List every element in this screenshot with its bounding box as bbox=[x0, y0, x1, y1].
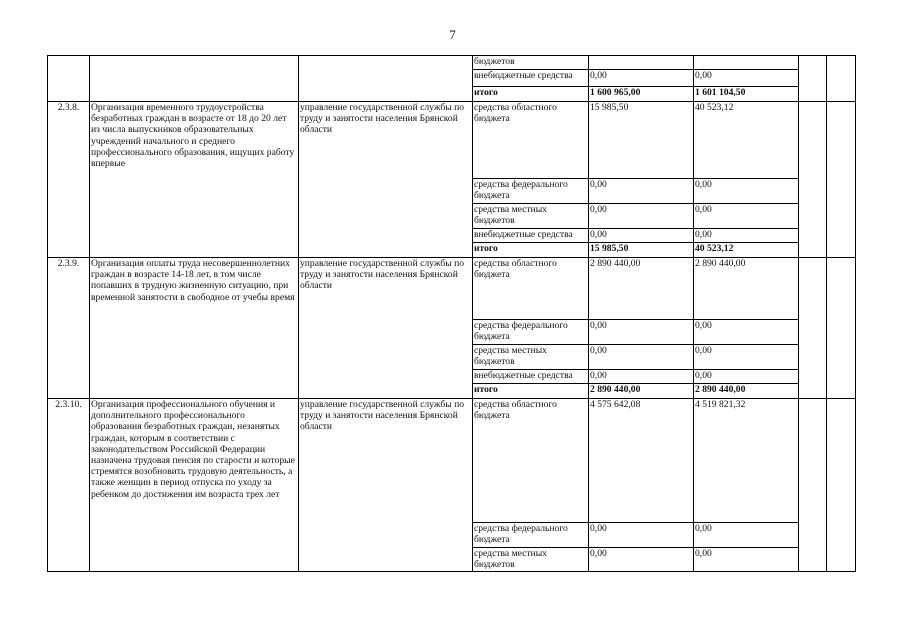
table-row bbox=[48, 56, 856, 70]
table-row bbox=[48, 102, 856, 179]
source-cell: бюджетов bbox=[473, 56, 589, 70]
value-cell bbox=[589, 56, 694, 70]
value-cell: 0,00 bbox=[694, 179, 799, 204]
number-cell: 2.3.9. bbox=[48, 258, 90, 399]
source-cell: средства областного бюджета bbox=[473, 399, 589, 523]
program-table bbox=[47, 55, 856, 572]
value-cell: 0,00 bbox=[694, 523, 799, 548]
value-cell: 0,00 bbox=[589, 523, 694, 548]
empty-cell bbox=[799, 258, 827, 399]
source-cell: средства областного бюджета bbox=[473, 258, 589, 320]
source-cell: итого bbox=[473, 243, 589, 258]
executor-cell: управление государственной службы по труду и занятости населения Брянской области bbox=[299, 258, 473, 399]
name-cell bbox=[90, 56, 299, 102]
source-cell: средства федерального бюджета bbox=[473, 179, 589, 204]
value-cell: 0,00 bbox=[694, 70, 799, 87]
value-cell: 0,00 bbox=[694, 370, 799, 384]
name-cell: Организация временного трудоустройства безработных граждан в возрасте от 18 до 20 лет из числа выпускников образовательных учреждений начального и среднего профессионального образования, ищущих работу впервые bbox=[90, 102, 299, 258]
empty-cell bbox=[799, 102, 827, 258]
total-value-cell: 1 601 104,50 bbox=[694, 87, 799, 102]
empty-cell bbox=[827, 399, 856, 572]
value-cell: 0,00 bbox=[589, 204, 694, 229]
total-value-cell: 40 523,12 bbox=[694, 243, 799, 258]
value-cell: 0,00 bbox=[694, 548, 799, 572]
value-cell: 0,00 bbox=[589, 320, 694, 345]
value-cell: 15 985,50 bbox=[589, 102, 694, 179]
executor-cell bbox=[299, 56, 473, 102]
empty-cell bbox=[827, 258, 856, 399]
source-cell: средства областного бюджета bbox=[473, 102, 589, 179]
source-cell: средства федерального бюджета bbox=[473, 523, 589, 548]
number-cell: 2.3.8. bbox=[48, 102, 90, 258]
total-value-cell: 2 890 440,00 bbox=[589, 384, 694, 399]
value-cell: 0,00 bbox=[694, 320, 799, 345]
source-cell: средства местных бюджетов bbox=[473, 204, 589, 229]
empty-cell bbox=[827, 102, 856, 258]
table-row bbox=[48, 399, 856, 523]
source-cell: средства федерального бюджета bbox=[473, 320, 589, 345]
total-value-cell: 1 600 965,00 bbox=[589, 87, 694, 102]
value-cell: 2 890 440,00 bbox=[694, 258, 799, 320]
value-cell: 0,00 bbox=[589, 345, 694, 370]
source-cell: внебюджетные средства bbox=[473, 229, 589, 243]
total-value-cell: 2 890 440,00 bbox=[694, 384, 799, 399]
value-cell: 0,00 bbox=[694, 345, 799, 370]
total-value-cell: 15 985,50 bbox=[589, 243, 694, 258]
value-cell: 0,00 bbox=[589, 370, 694, 384]
empty-cell bbox=[799, 56, 827, 102]
value-cell: 0,00 bbox=[589, 548, 694, 572]
value-cell: 4 519 821,32 bbox=[694, 399, 799, 523]
executor-cell: управление государственной службы по труду и занятости населения Брянской области bbox=[299, 399, 473, 572]
value-cell: 4 575 642,08 bbox=[589, 399, 694, 523]
source-cell: внебюджетные средства bbox=[473, 70, 589, 87]
source-cell: итого bbox=[473, 87, 589, 102]
page-number: 7 bbox=[449, 27, 456, 42]
source-cell: средства местных бюджетов bbox=[473, 345, 589, 370]
name-cell: Организация оплаты труда несовершеннолетних граждан в возрасте 14-18 лет, в том числе попавших в трудную жизненную ситуацию, при временной занятости в свободное от учебы время bbox=[90, 258, 299, 399]
empty-cell bbox=[827, 56, 856, 102]
value-cell: 0,00 bbox=[589, 70, 694, 87]
number-cell bbox=[48, 56, 90, 102]
value-cell bbox=[694, 56, 799, 70]
value-cell: 2 890 440,00 bbox=[589, 258, 694, 320]
source-cell: внебюджетные средства bbox=[473, 370, 589, 384]
source-cell: итого bbox=[473, 384, 589, 399]
value-cell: 0,00 bbox=[694, 204, 799, 229]
value-cell: 40 523,12 bbox=[694, 102, 799, 179]
name-cell: Организация профессионального обучения и дополнительного профессионального образования безработных граждан, незанятых граждан, которым в соответствии с законодательством Российской Федерации назначена трудовая пенсия по старости и которые стремятся возобновить трудовую деятельность, а также женщин в период отпуска по уходу за ребенком до достижения им возраста трех лет bbox=[90, 399, 299, 572]
empty-cell bbox=[799, 399, 827, 572]
executor-cell: управление государственной службы по труду и занятости населения Брянской области bbox=[299, 102, 473, 258]
table-row bbox=[48, 258, 856, 320]
value-cell: 0,00 bbox=[589, 229, 694, 243]
source-cell: средства местных бюджетов bbox=[473, 548, 589, 572]
value-cell: 0,00 bbox=[589, 179, 694, 204]
value-cell: 0,00 bbox=[694, 229, 799, 243]
number-cell: 2.3.10. bbox=[48, 399, 90, 572]
